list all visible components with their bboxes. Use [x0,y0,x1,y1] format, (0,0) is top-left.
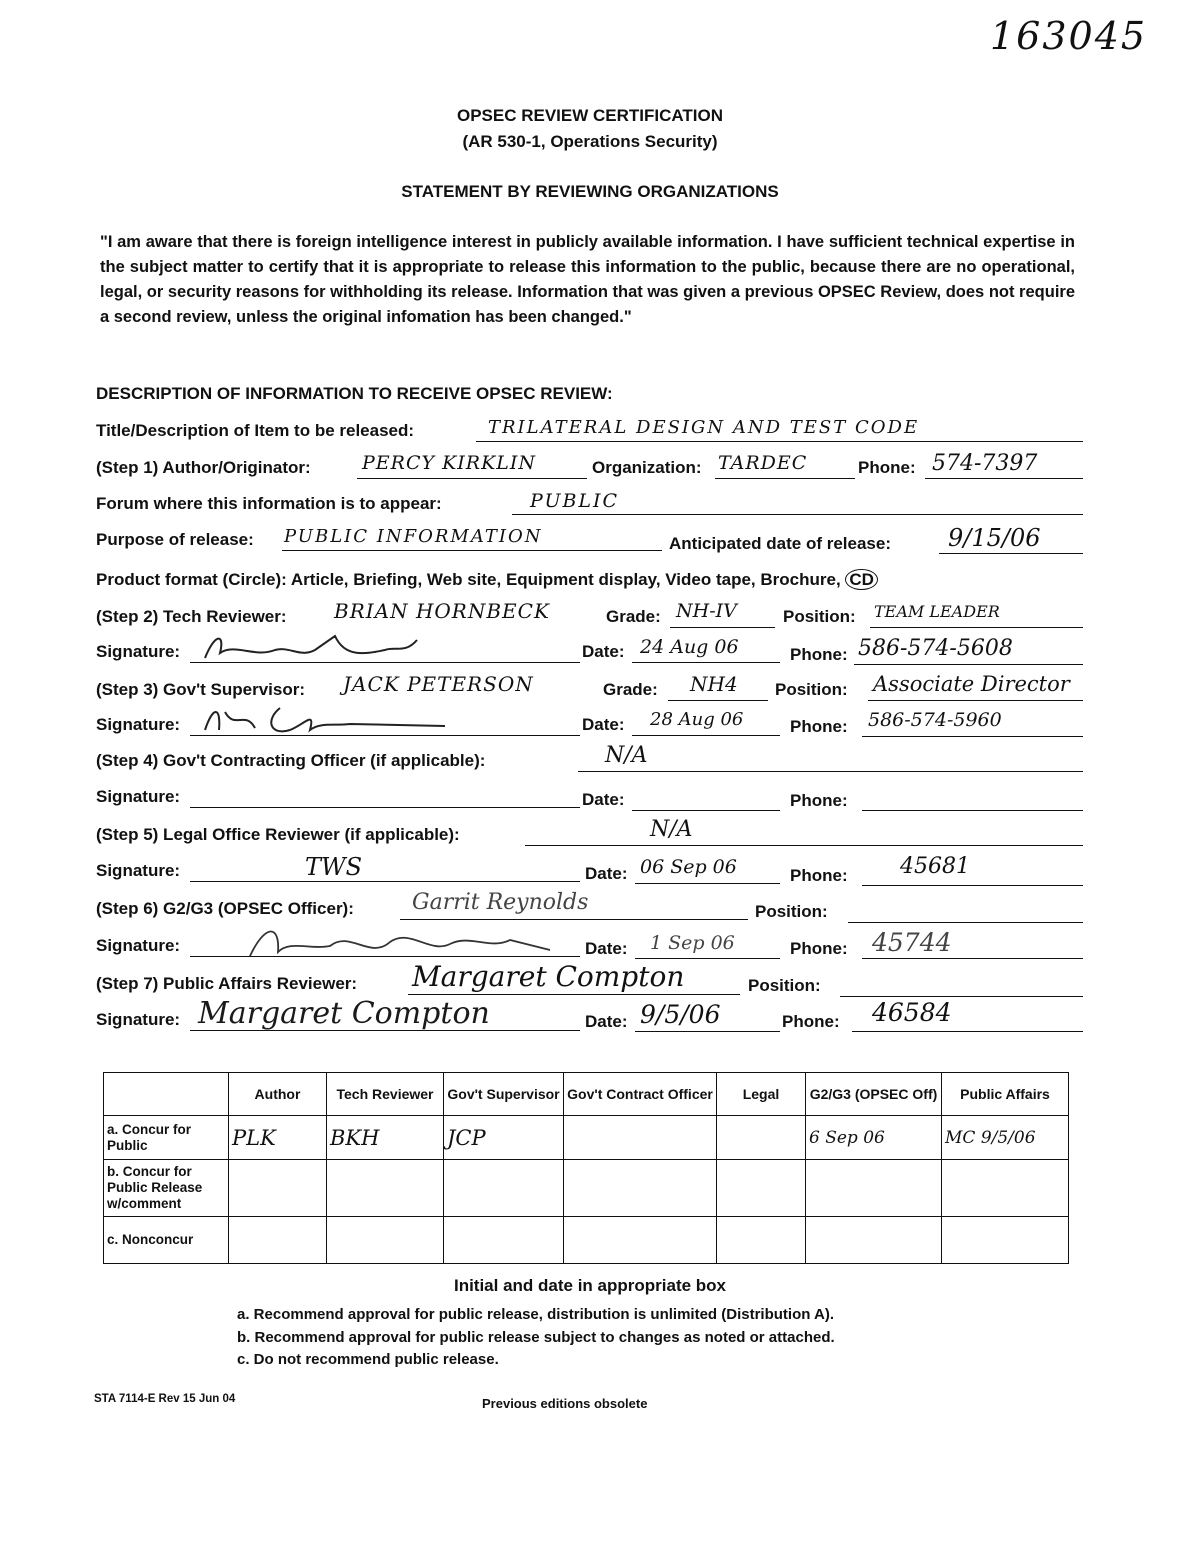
step4-date-label: Date: [582,790,625,809]
step7-line [408,994,740,995]
step7-name[interactable]: Margaret Compton [412,960,685,993]
forum-label: Forum where this information is to appear: [96,494,442,513]
step7-phone-line [852,1031,1083,1032]
step3-grade-label: Grade: [603,680,658,699]
table-cell[interactable] [564,1160,717,1217]
step2-phone-label: Phone: [790,645,848,664]
step2-position[interactable]: TEAM LEADER [874,602,1000,621]
note-b: b. Recommend approval for public release subject to changes as noted or attached. [237,1329,835,1346]
author-phone-value[interactable]: 574-7397 [932,451,1038,476]
step2-grade-label: Grade: [606,607,661,626]
step7-position-line [840,996,1083,997]
step3-signature-scribble [195,700,455,744]
statement-text: "I am aware that there is foreign intelligence interest in publicly available information. I have sufficient technical expertise in the subject matter to certify that it is appropriate to release this information to the public, because there are no operational, legal, or security reasons for withholding its release. Information that was given a previous OPSEC Review, does not require a second review, unless the original infomation has been changed." [100,233,1075,326]
step2-name[interactable]: BRIAN HORNBECK [334,599,550,623]
step3-date-line [632,735,780,736]
step4-line [578,771,1083,772]
title-label: Title/Description of Item to be released: [96,421,415,440]
step6-label: (Step 6) G2/G3 (OPSEC Officer): [96,899,354,918]
table-cell[interactable] [229,1160,327,1217]
step5-value[interactable]: N/A [650,817,693,842]
step3-grade[interactable]: NH4 [690,672,738,696]
step2-date-line [632,662,780,663]
table-cell[interactable] [942,1217,1069,1264]
author-line [357,478,587,479]
table-cell[interactable] [327,1160,444,1217]
step6-phone[interactable]: 45744 [872,928,952,957]
purpose-label: Purpose of release: [96,530,254,549]
step5-phone-line [862,885,1083,886]
table-header-cell: Legal [717,1073,806,1116]
step4-value[interactable]: N/A [605,743,648,768]
step2-position-line [870,627,1083,628]
step5-date-label: Date: [585,864,628,883]
table-cell[interactable]: BKH [327,1116,444,1160]
step2-date[interactable]: 24 Aug 06 [640,636,739,658]
step3-date-label: Date: [582,715,625,734]
organization-label: Organization: [592,458,702,477]
step5-signature-line [190,881,580,882]
step2-signature-scribble [195,628,425,670]
step3-label: (Step 3) Gov't Supervisor: [96,680,306,699]
table-cell[interactable] [564,1217,717,1264]
table-cell[interactable] [327,1217,444,1264]
step3-phone-line [862,736,1083,737]
table-header-cell [104,1073,229,1116]
table-header-row [104,1073,1069,1116]
note-c: c. Do not recommend public release. [237,1351,499,1368]
product-format-row [96,570,878,590]
step2-grade[interactable]: NH-IV [676,600,737,622]
step5-line [525,845,1083,846]
step3-position[interactable]: Associate Director [873,672,1070,696]
step6-phone-label: Phone: [790,939,848,958]
anticipated-value[interactable]: 9/15/06 [948,524,1041,552]
table-row [104,1116,1069,1160]
anticipated-line [939,553,1083,554]
step5-phone[interactable]: 45681 [900,854,970,879]
step7-date-label: Date: [585,1012,628,1031]
step5-label: (Step 5) Legal Office Reviewer (if applicable): [96,825,460,844]
table-cell[interactable] [942,1160,1069,1217]
step7-date[interactable]: 9/5/06 [640,1000,721,1029]
step6-phone-line [862,958,1083,959]
step7-phone-label: Phone: [782,1012,840,1031]
table-header-cell: Public Affairs [942,1073,1069,1116]
purpose-line [282,550,662,551]
step2-label: (Step 2) Tech Reviewer: [96,607,287,626]
form-title: OPSEC REVIEW CERTIFICATION [456,106,724,125]
table-cell[interactable]: MC 9/5/06 [942,1116,1069,1160]
row-label: a. Concur for Public [104,1116,229,1160]
table-header-cell: Gov't Contract Officer [564,1073,717,1116]
step4-date-line [632,810,780,811]
step1-label: (Step 1) Author/Originator: [96,458,311,477]
step3-name[interactable]: JACK PETERSON [343,672,534,696]
title-line [476,441,1083,442]
statement-heading: STATEMENT BY REVIEWING ORGANIZATIONS [401,182,779,201]
form-identifier: STA 7114-E Rev 15 Jun 04 [94,1393,236,1405]
step5-signature[interactable]: TWS [305,853,363,881]
form-subtitle: (AR 530-1, Operations Security) [462,132,718,151]
step4-label: (Step 4) Gov't Contracting Officer (if applicable): [96,751,486,770]
step2-grade-line [670,627,775,628]
step3-phone-label: Phone: [790,717,848,736]
step3-phone[interactable]: 586-574-5960 [868,709,1002,731]
step6-position-label: Position: [755,902,828,921]
concurrence-table [103,1072,1069,1264]
step2-date-label: Date: [582,642,625,661]
note-a: a. Recommend approval for public release, distribution is unlimited (Distribution A). [237,1306,835,1323]
step5-signature-label: Signature: [96,861,181,880]
author-value[interactable]: PERCY KIRKLIN [362,452,537,474]
step7-position-label: Position: [748,976,821,995]
step5-date-line [635,883,780,884]
title-value[interactable]: TRILATERAL DESIGN AND TEST CODE [488,417,920,438]
step3-position-label: Position: [775,680,848,699]
description-heading: DESCRIPTION OF INFORMATION TO RECEIVE OPSEC REVIEW: [96,384,613,403]
table-cell[interactable] [229,1217,327,1264]
table-row [104,1160,1069,1217]
step7-signature[interactable]: Margaret Compton [198,996,490,1031]
table-header-cell: G2/G3 (OPSEC Off) [806,1073,942,1116]
step2-phone-line [854,664,1083,665]
step2-signature-label: Signature: [96,642,181,661]
table-row [104,1217,1069,1264]
step6-position-line [848,922,1083,923]
author-phone-label: Phone: [858,458,916,477]
anticipated-label: Anticipated date of release: [669,534,892,553]
previous-editions-note: Previous editions obsolete [482,1396,648,1411]
step4-signature-label: Signature: [96,787,181,806]
step4-phone-line [862,810,1083,811]
table-cell[interactable] [717,1116,806,1160]
step2-position-label: Position: [783,607,856,626]
author-phone-line [925,478,1083,479]
forum-value[interactable]: PUBLIC [530,490,620,512]
step6-date-label: Date: [585,939,628,958]
organization-line [715,478,855,479]
step4-phone-label: Phone: [790,791,848,810]
row-label: c. Nonconcur [104,1217,229,1264]
table-cell[interactable] [564,1116,717,1160]
table-header-cell: Tech Reviewer [327,1073,444,1116]
forum-line [512,514,1083,515]
table-cell[interactable] [717,1160,806,1217]
step5-date[interactable]: 06 Sep 06 [640,856,737,878]
table-cell[interactable] [444,1160,564,1217]
step3-position-line [868,700,1083,701]
step3-date[interactable]: 28 Aug 06 [650,709,744,730]
product-format-circled[interactable]: CD [845,569,878,590]
step2-phone[interactable]: 586-574-5608 [858,636,1013,661]
step7-label: (Step 7) Public Affairs Reviewer: [96,974,358,993]
step6-date[interactable]: 1 Sep 06 [650,932,735,954]
purpose-value[interactable]: PUBLIC INFORMATION [284,526,543,547]
table-cell[interactable] [806,1160,942,1217]
organization-value[interactable]: TARDEC [718,452,808,474]
step3-grade-line [668,700,768,701]
table-header-cell: Gov't Supervisor [444,1073,564,1116]
step5-phone-label: Phone: [790,866,848,885]
table-instruction: Initial and date in appropriate box [453,1276,727,1295]
step7-date-line [635,1031,780,1032]
table-cell[interactable]: 6 Sep 06 [806,1116,942,1160]
table-cell[interactable]: PLK [229,1116,327,1160]
step6-date-line [635,958,780,959]
document-number-stamp: 163045 [990,14,1148,58]
step7-signature-label: Signature: [96,1010,181,1029]
table-cell[interactable] [444,1217,564,1264]
table-cell[interactable]: JCP [444,1116,564,1160]
step6-name[interactable]: Garrit Reynolds [412,890,589,915]
step6-signature-label: Signature: [96,936,181,955]
step3-signature-label: Signature: [96,715,181,734]
table-header-cell: Author [229,1073,327,1116]
step4-signature-line [190,807,580,808]
table-cell[interactable] [806,1217,942,1264]
step7-phone[interactable]: 46584 [872,998,952,1027]
table-cell[interactable] [717,1217,806,1264]
product-format-label: Product format (Circle): Article, Briefing, Web site, Equipment display, Video tape, Brochure, [96,570,841,589]
row-label: b. Concur for Public Release w/comment [104,1160,229,1217]
